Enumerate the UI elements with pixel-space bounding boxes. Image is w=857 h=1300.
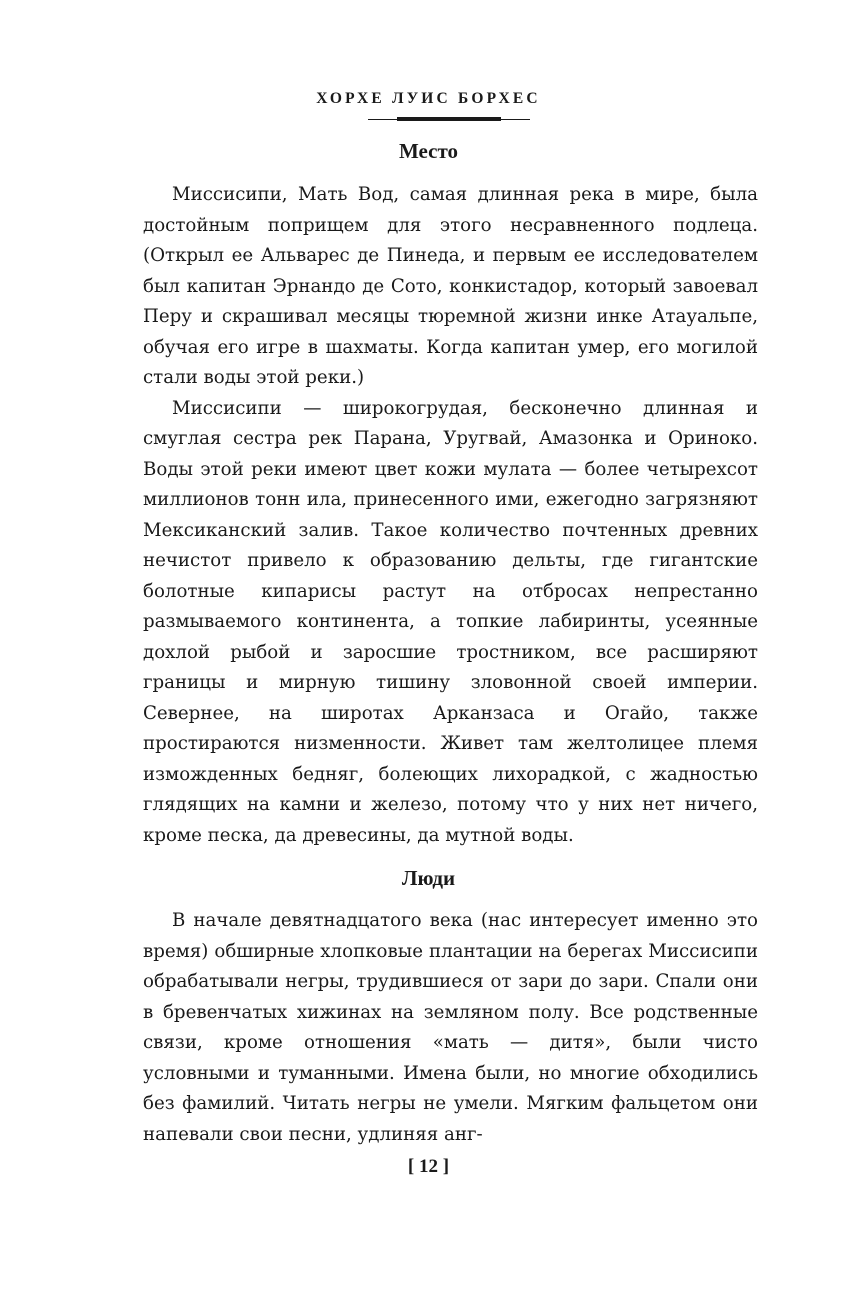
running-head: ХОРХЕ ЛУИС БОРХЕС [316,90,541,107]
paragraph: Миссисипи, Мать Вод, самая длинная река в мире, была достойным поприщем для этого несравненного подлеца. (Открыл ее Альварес де Пинеда, и первым ее исследователем был капитан Эрнандо де Сото, конкистадор, который завоевал Перу и скрашивал месяцы тюремной жизни инке Атауальпе, обучая его игре в шахматы. Когда капитан умер, его могилой стали воды этой реки.) [143,184,758,388]
section-title-place: Место [399,139,458,163]
paragraph: Миссисипи — широкогрудая, бесконечно длинная и смуглая сестра рек Парана, Уругвай, Амазонка и Ориноко. Воды этой реки имеют цвет кожи мулата — более четырехсот миллионов тонн ила, принесенного ими, ежегодно загрязняют Мексиканский залив. Такое количество почтенных древних нечистот привело к образованию дельты, где гигантские болотные кипарисы растут на отбросах непрестанно размываемого континента, а топкие лабиринты, усеянные дохлой рыбой и заросшие тростником, все расширяют границы и мирную тишину зловонной своей империи. Севернее, на широтах Арканзаса и Огайо, также простираются низменности. Живет там желтолицее племя изможденных бедняг, болеющих лихорадкой, с жадностью глядящих на камни и железо, потому что у них нет ничего, кроме песка, да древесины, да мутной воды. [143,397,758,846]
section-body-people [143,906,758,1150]
header-rule-accent [397,117,501,121]
paragraph: В начале девятнадцатого века (нас интересует именно это время) обширные хлопковые плантации на берегах Миссисипи обрабатывали негры, трудившиеся от зари до зари. Спали они в бревенчатых хижинах на земляном полу. Все родственные связи, кроме отношения «мать — дитя», были чисто условными и туманными. Имена были, но многие обходились без фамилий. Читать негры не умели. Мягким фальцетом они напевали свои песни, удлиняя анг- [143,910,758,1145]
section-body-place [143,180,758,851]
section-title-people: Люди [401,866,456,890]
page-number: [ 12 ] [407,1156,450,1177]
